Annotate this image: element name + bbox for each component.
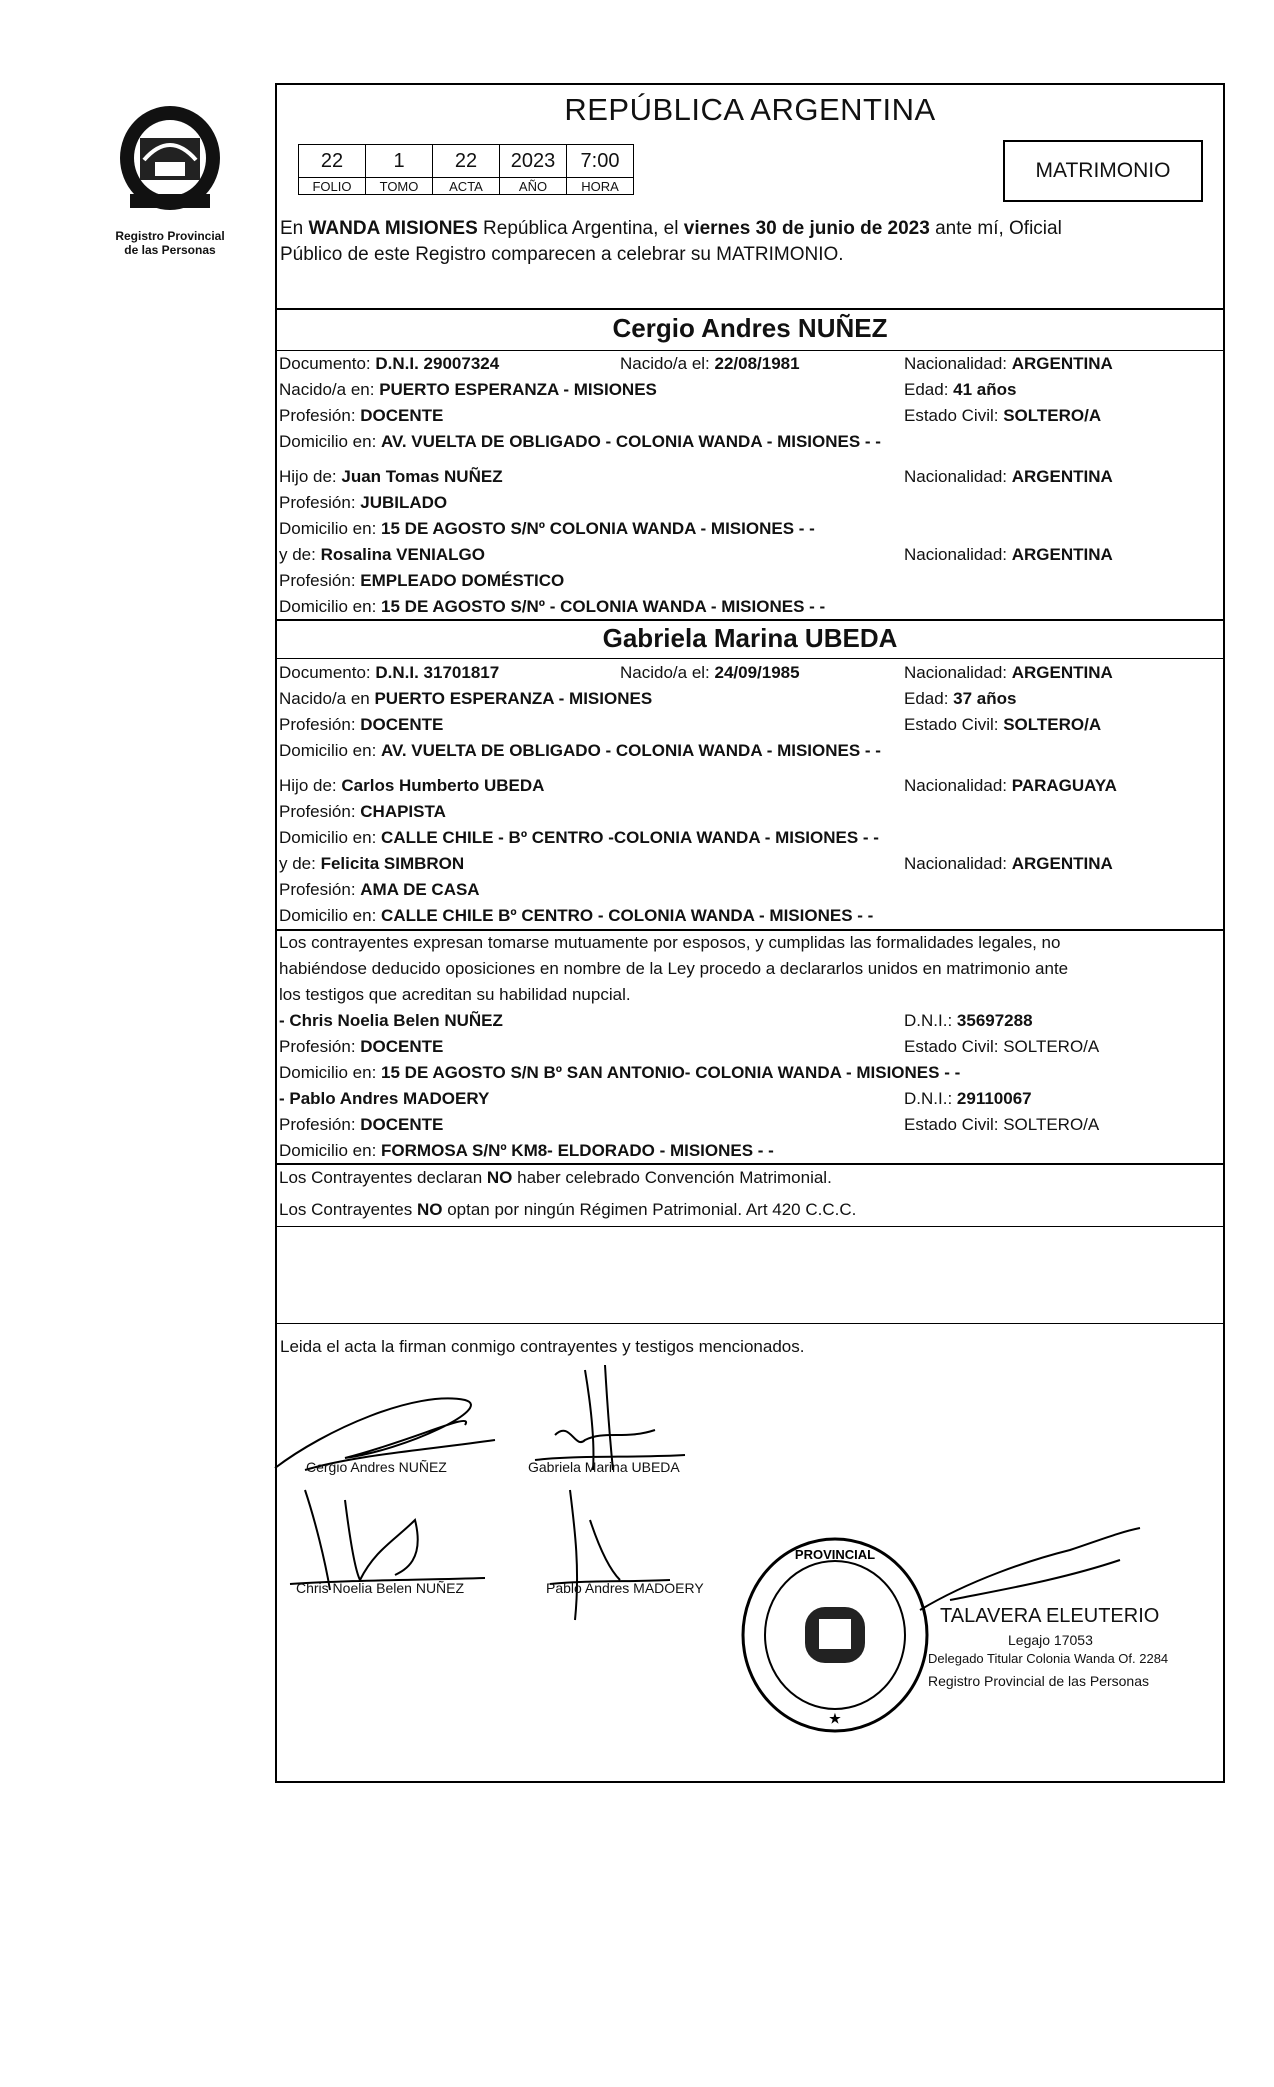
intro-place: WANDA MISIONES xyxy=(308,218,478,239)
spouse1-mother-nat: Nacionalidad: ARGENTINA xyxy=(904,545,1113,564)
signature-3-label: Chris Noelia Belen NUÑEZ xyxy=(296,1580,465,1596)
act-type-box: MATRIMONIO xyxy=(1003,140,1203,202)
spouse2-father: Hijo de: Carlos Humberto UBEDA xyxy=(279,776,545,795)
divider xyxy=(276,929,1224,931)
officer-legajo: Legajo 17053 xyxy=(1008,1632,1093,1648)
witness1-addr: Domicilio en: 15 DE AGOSTO S/N Bº SAN ANTONIO- COLONIA WANDA - MISIONES - - xyxy=(279,1063,961,1082)
divider xyxy=(276,350,1224,351)
officer-name: TALAVERA ELEUTERIO xyxy=(940,1605,1160,1627)
officer-org: Registro Provincial de las Personas xyxy=(928,1673,1149,1689)
spouse1-doc: Documento: D.N.I. 29007324 xyxy=(279,354,500,373)
spouse2-doc: Documento: D.N.I. 31701817 xyxy=(279,663,500,682)
signature-1-label: Cergio Andres NUÑEZ xyxy=(306,1459,447,1475)
divider xyxy=(276,308,1224,310)
spouse2-nat: Nacionalidad: ARGENTINA xyxy=(904,663,1113,682)
spouse2-born: Nacido/a el: 24/09/1985 xyxy=(620,663,800,682)
spouse1-father: Hijo de: Juan Tomas NUÑEZ xyxy=(279,467,503,486)
signature-4-label: Pablo Andres MADOERY xyxy=(546,1580,704,1596)
intro-text xyxy=(280,216,1220,268)
registry-table xyxy=(298,144,634,195)
officer-role: Delegado Titular Colonia Wanda Of. 2284 xyxy=(928,1651,1169,1666)
spouse2-birthplace: Nacido/a en PUERTO ESPERANZA - MISIONES xyxy=(279,689,653,708)
spouse2-father-addr: Domicilio en: CALLE CHILE - Bº CENTRO -COLONIA WANDA - MISIONES - - xyxy=(279,828,879,847)
witness1-prof: Profesión: DOCENTE xyxy=(279,1037,444,1056)
spouse1-father-prof: Profesión: JUBILADO xyxy=(279,493,448,512)
page-title: REPÚBLICA ARGENTINA xyxy=(564,92,936,127)
official-seal-icon xyxy=(735,1535,935,1735)
anio-label: AÑO xyxy=(500,178,567,195)
tomo-value: 1 xyxy=(366,145,433,178)
tomo-label: TOMO xyxy=(366,178,433,195)
signature-2-label: Gabriela Marina UBEDA xyxy=(528,1459,680,1475)
witness1-dni: D.N.I.: 35697288 xyxy=(904,1011,1033,1030)
spouse2-age: Edad: 37 años xyxy=(904,689,1017,708)
folio-label: FOLIO xyxy=(299,178,366,195)
intro-p1: En xyxy=(280,218,309,239)
anio-value: 2023 xyxy=(500,145,567,178)
declaration-line2: habiéndose deducido oposiciones en nombre de la Ley procedo a declararlos unidos en matrimonio ante xyxy=(279,959,1069,978)
witness2-addr: Domicilio en: FORMOSA S/Nº KM8- ELDORADO - MISIONES - - xyxy=(279,1141,774,1160)
spouse2-father-prof: Profesión: CHAPISTA xyxy=(279,802,446,821)
intro-line2: Público de este Registro comparecen a celebrar su MATRIMONIO. xyxy=(280,244,844,265)
divider xyxy=(276,1163,1224,1165)
note-regime: Los Contrayentes NO optan por ningún Régimen Patrimonial. Art 420 C.C.C. xyxy=(279,1200,857,1219)
witness1-civil: Estado Civil: SOLTERO/A xyxy=(904,1037,1100,1056)
spouse2-prof: Profesión: DOCENTE xyxy=(279,715,444,734)
spouse2-civil: Estado Civil: SOLTERO/A xyxy=(904,715,1102,734)
registry-logo xyxy=(95,100,245,257)
spouse2-name: Gabriela Marina UBEDA xyxy=(602,623,898,653)
witness2-civil: Estado Civil: SOLTERO/A xyxy=(904,1115,1100,1134)
acta-value: 22 xyxy=(433,145,500,178)
spouse1-born: Nacido/a el: 22/08/1981 xyxy=(620,354,800,373)
spouse1-prof: Profesión: DOCENTE xyxy=(279,406,444,425)
declaration-line1: Los contrayentes expresan tomarse mutuamente por esposos, y cumplidas las formalidades legales, no xyxy=(279,933,1061,952)
divider xyxy=(276,1226,1224,1227)
acta-label: ACTA xyxy=(433,178,500,195)
svg-text:★: ★ xyxy=(829,1711,841,1726)
spouse2-mother-nat: Nacionalidad: ARGENTINA xyxy=(904,854,1113,873)
logo-caption-line2: de las Personas xyxy=(124,243,216,257)
spouse2-father-nat: Nacionalidad: PARAGUAYA xyxy=(904,776,1117,795)
witness2-prof: Profesión: DOCENTE xyxy=(279,1115,444,1134)
declaration-line3: los testigos que acreditan su habilidad nupcial. xyxy=(279,985,631,1004)
witness2-name: - Pablo Andres MADOERY xyxy=(279,1089,490,1108)
note-convention: Los Contrayentes declaran NO haber celebrado Convención Matrimonial. xyxy=(279,1168,832,1187)
spouse1-age: Edad: 41 años xyxy=(904,380,1017,399)
intro-date: viernes 30 de junio de 2023 xyxy=(683,218,930,239)
svg-text:PROVINCIAL: PROVINCIAL xyxy=(794,1547,876,1562)
spouse1-name: Cergio Andres NUÑEZ xyxy=(612,313,888,343)
spouse1-father-nat: Nacionalidad: ARGENTINA xyxy=(904,467,1113,486)
spouse1-mother: y de: Rosalina VENIALGO xyxy=(279,545,485,564)
spouse1-mother-prof: Profesión: EMPLEADO DOMÉSTICO xyxy=(279,571,565,590)
witness2-dni: D.N.I.: 29110067 xyxy=(904,1089,1032,1108)
spouse1-civil: Estado Civil: SOLTERO/A xyxy=(904,406,1102,425)
spouse1-birthplace: Nacido/a en: PUERTO ESPERANZA - MISIONES xyxy=(279,380,657,399)
divider xyxy=(276,619,1224,621)
provincial-shield-icon xyxy=(110,100,230,218)
spouse1-addr: Domicilio en: AV. VUELTA DE OBLIGADO - COLONIA WANDA - MISIONES - - xyxy=(279,432,881,451)
intro-p3: ante mí, Oficial xyxy=(929,218,1062,239)
divider xyxy=(276,658,1224,659)
intro-p2: República Argentina, el xyxy=(477,218,684,239)
witness1-name: - Chris Noelia Belen NUÑEZ xyxy=(279,1011,503,1030)
spouse2-mother: y de: Felicita SIMBRON xyxy=(279,854,465,873)
spouse1-father-addr: Domicilio en: 15 DE AGOSTO S/Nº COLONIA WANDA - MISIONES - - xyxy=(279,519,815,538)
spouse1-mother-addr: Domicilio en: 15 DE AGOSTO S/Nº - COLONIA WANDA - MISIONES - - xyxy=(279,597,826,616)
hora-label: HORA xyxy=(567,178,634,195)
hora-value: 7:00 xyxy=(567,145,634,178)
divider xyxy=(276,1323,1224,1324)
folio-value: 22 xyxy=(299,145,366,178)
spouse2-addr: Domicilio en: AV. VUELTA DE OBLIGADO - COLONIA WANDA - MISIONES - - xyxy=(279,741,881,760)
spouse2-mother-prof: Profesión: AMA DE CASA xyxy=(279,880,480,899)
logo-caption-line1: Registro Provincial xyxy=(115,229,225,243)
closing-text: Leida el acta la firman conmigo contrayentes y testigos mencionados. xyxy=(280,1337,805,1356)
signature-4-scribble xyxy=(530,1480,680,1630)
spouse2-mother-addr: Domicilio en: CALLE CHILE Bº CENTRO - COLONIA WANDA - MISIONES - - xyxy=(279,906,874,925)
spouse1-nat: Nacionalidad: ARGENTINA xyxy=(904,354,1113,373)
